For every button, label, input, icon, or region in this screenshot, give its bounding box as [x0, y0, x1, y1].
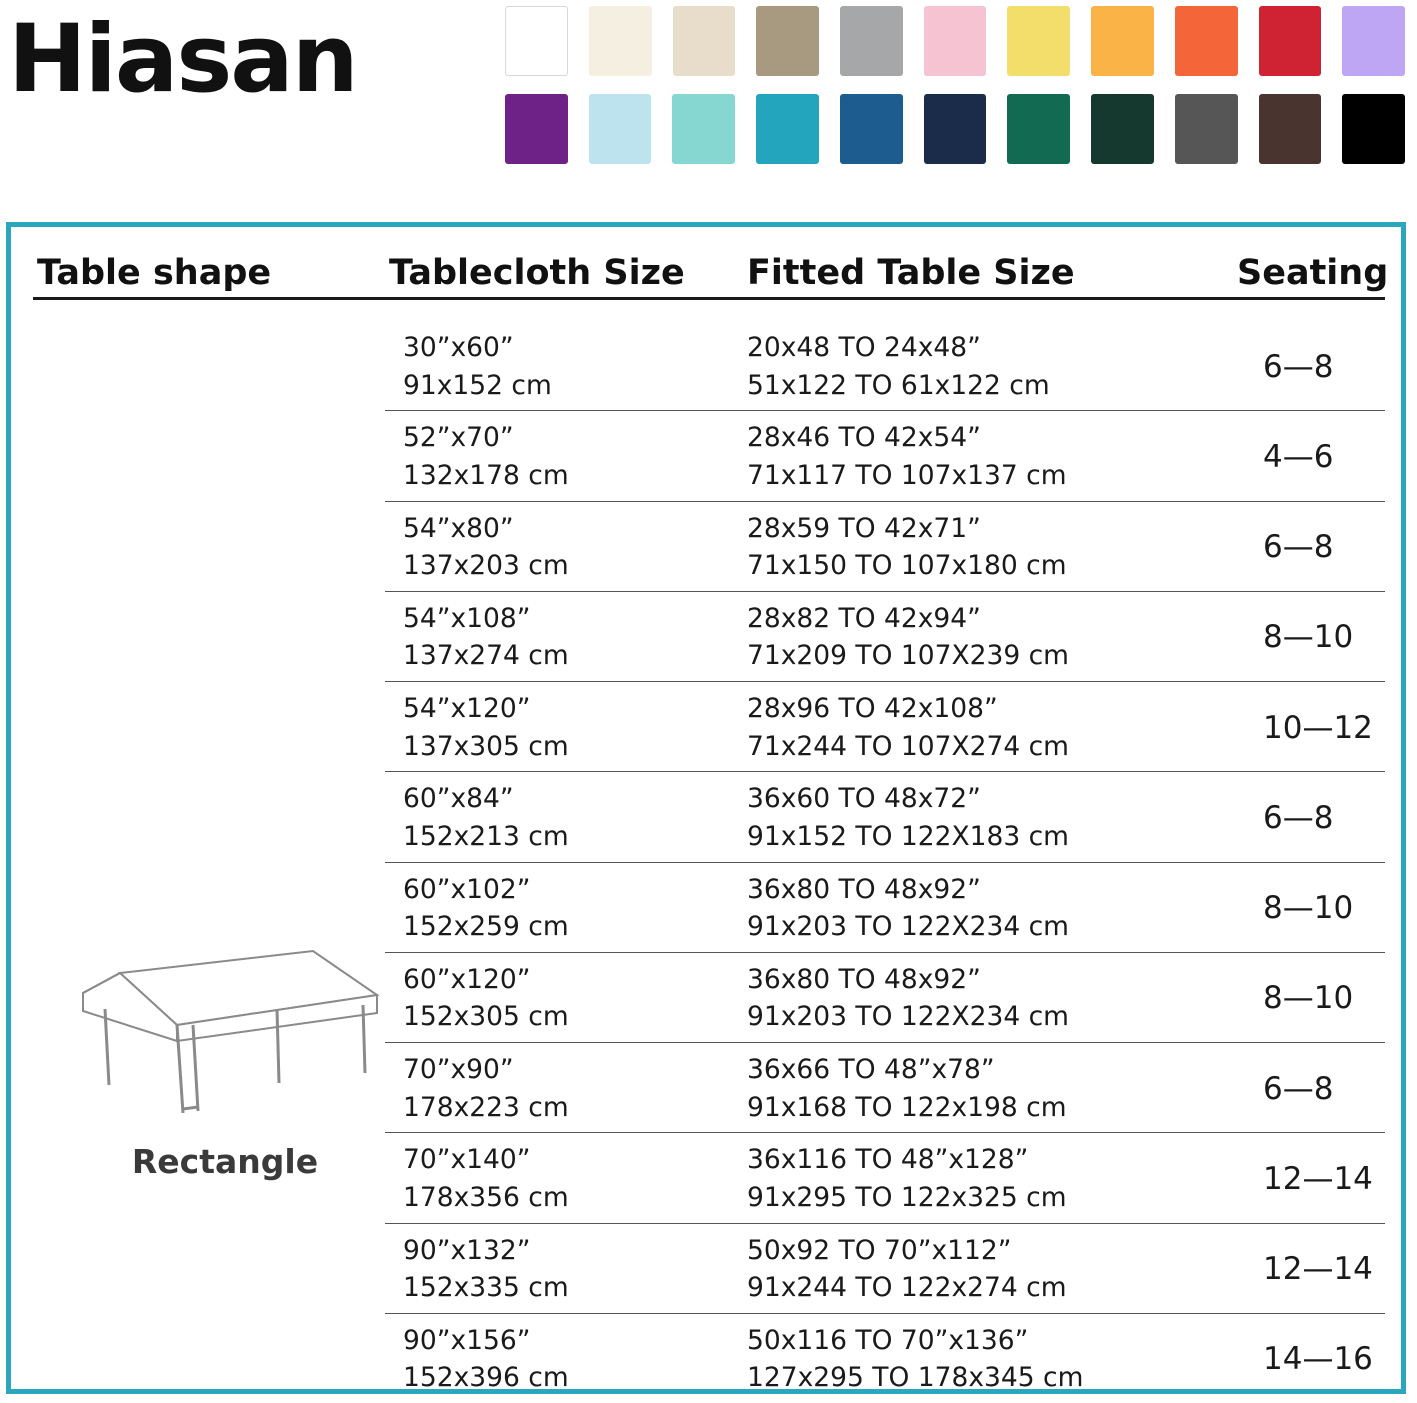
table-row — [385, 1043, 1385, 1133]
tablecloth-size-cm: 137x203 cm — [403, 550, 569, 582]
seating-value: 10—12 — [1263, 709, 1373, 746]
shape-column — [55, 353, 407, 1393]
tablecloth-size-cm: 137x305 cm — [403, 730, 569, 762]
seating-value: 12—14 — [1263, 1251, 1373, 1288]
cell-tablecloth-size — [385, 411, 743, 500]
fitted-size-inches: 28x96 TO 42x108” — [747, 693, 998, 724]
cell-fitted-table-size — [743, 863, 1233, 952]
cell-fitted-table-size — [743, 592, 1233, 681]
cell-fitted-table-size — [743, 1314, 1233, 1403]
rectangle-table-icon — [65, 933, 385, 1123]
fitted-size-cm: 91x168 TO 122x198 cm — [747, 1091, 1067, 1123]
cell-seating — [1233, 1133, 1393, 1222]
color-swatch-gold[interactable] — [1091, 6, 1154, 76]
tablecloth-size-inches: 60”x102” — [403, 873, 531, 905]
cell-seating — [1233, 682, 1393, 771]
size-chart-table — [33, 253, 1389, 1394]
seating-value: 14—16 — [1263, 1341, 1373, 1378]
color-swatch-red[interactable] — [1259, 6, 1322, 76]
fitted-size-inches: 36x80 TO 48x92” — [747, 873, 981, 905]
header-table-shape: Table shape — [37, 253, 272, 293]
tablecloth-size-inches: 90”x156” — [403, 1324, 531, 1356]
cell-tablecloth-size — [385, 863, 743, 952]
fitted-size-cm: 51x122 TO 61x122 cm — [747, 369, 1050, 401]
color-swatch-orange[interactable] — [1175, 6, 1238, 76]
tablecloth-size-cm: 91x152 cm — [403, 369, 552, 401]
cell-tablecloth-size — [385, 1314, 743, 1403]
fitted-size-inches: 36x60 TO 48x72” — [747, 783, 981, 815]
cell-seating — [1233, 772, 1393, 861]
color-swatch-light-blue[interactable] — [589, 94, 652, 164]
cell-fitted-table-size — [743, 321, 1233, 410]
color-swatch-grid — [505, 6, 1405, 182]
table-row — [385, 411, 1385, 501]
seating-value: 8—10 — [1263, 890, 1354, 927]
table-row — [385, 502, 1385, 592]
tablecloth-size-cm: 178x223 cm — [403, 1091, 569, 1123]
cell-seating — [1233, 411, 1393, 500]
swatch-row-2 — [505, 94, 1405, 164]
cell-fitted-table-size — [743, 1133, 1233, 1222]
fitted-size-inches: 50x116 TO 70”x136” — [747, 1324, 1029, 1356]
shape-label: Rectangle — [131, 1142, 319, 1181]
cell-fitted-table-size — [743, 1224, 1233, 1313]
fitted-size-cm: 127x295 TO 178x345 cm — [747, 1362, 1084, 1394]
tablecloth-size-inches: 30”x60” — [403, 332, 514, 363]
color-swatch-beige[interactable] — [673, 6, 736, 76]
table-body — [385, 321, 1385, 1403]
seating-value: 4—6 — [1263, 438, 1334, 475]
seating-value: 6—8 — [1263, 799, 1334, 836]
cell-seating — [1233, 1043, 1393, 1132]
cell-seating — [1233, 1314, 1393, 1403]
tablecloth-size-inches: 90”x132” — [403, 1234, 531, 1266]
header-tablecloth-size: Tablecloth Size — [389, 253, 685, 293]
fitted-size-cm: 91x244 TO 122x274 cm — [747, 1272, 1067, 1304]
fitted-size-inches: 36x80 TO 48x92” — [747, 963, 981, 995]
cell-fitted-table-size — [743, 411, 1233, 500]
cell-tablecloth-size — [385, 953, 743, 1042]
table-row — [385, 1133, 1385, 1223]
seating-value: 6—8 — [1263, 348, 1334, 385]
fitted-size-cm: 71x209 TO 107X239 cm — [747, 640, 1069, 672]
fitted-size-inches: 36x66 TO 48”x78” — [747, 1054, 995, 1085]
color-swatch-taupe[interactable] — [756, 6, 819, 76]
table-row — [385, 592, 1385, 682]
rectangle-table-illustration — [55, 933, 395, 1181]
color-swatch-light-yellow[interactable] — [1007, 6, 1070, 76]
cell-seating — [1233, 863, 1393, 952]
color-swatch-black[interactable] — [1342, 94, 1405, 164]
tablecloth-size-inches: 70”x90” — [403, 1054, 514, 1085]
cell-tablecloth-size — [385, 1133, 743, 1222]
tablecloth-size-cm: 152x305 cm — [403, 1001, 569, 1033]
cell-tablecloth-size — [385, 321, 743, 410]
color-swatch-charcoal-grey[interactable] — [1175, 94, 1238, 164]
fitted-size-inches: 28x82 TO 42x94” — [747, 602, 981, 634]
table-row — [385, 953, 1385, 1043]
cell-fitted-table-size — [743, 682, 1233, 771]
cell-seating — [1233, 953, 1393, 1042]
color-swatch-dark-brown[interactable] — [1259, 94, 1322, 164]
seating-value: 12—14 — [1263, 1160, 1373, 1197]
tablecloth-size-inches: 70”x140” — [403, 1144, 531, 1176]
fitted-size-inches: 28x59 TO 42x71” — [747, 512, 981, 544]
table-row — [385, 1314, 1385, 1403]
fitted-size-inches: 20x48 TO 24x48” — [747, 332, 981, 363]
header-fitted-table-size: Fitted Table Size — [747, 253, 1075, 293]
tablecloth-size-cm: 132x178 cm — [403, 459, 569, 491]
cell-seating — [1233, 321, 1393, 410]
cell-tablecloth-size — [385, 772, 743, 861]
seating-value: 6—8 — [1263, 1070, 1334, 1107]
fitted-size-cm: 71x150 TO 107x180 cm — [747, 550, 1067, 582]
table-row — [385, 863, 1385, 953]
tablecloth-size-cm: 152x396 cm — [403, 1362, 569, 1394]
fitted-size-inches: 36x116 TO 48”x128” — [747, 1144, 1029, 1176]
table-row — [385, 321, 1385, 411]
cell-fitted-table-size — [743, 502, 1233, 591]
seating-value: 8—10 — [1263, 619, 1354, 656]
fitted-size-cm: 91x295 TO 122x325 cm — [747, 1181, 1067, 1213]
cell-tablecloth-size — [385, 502, 743, 591]
tablecloth-size-cm: 178x356 cm — [403, 1181, 569, 1213]
cell-seating — [1233, 592, 1393, 681]
fitted-size-inches: 28x46 TO 42x54” — [747, 422, 981, 454]
color-swatch-pink[interactable] — [924, 6, 987, 76]
cell-fitted-table-size — [743, 953, 1233, 1042]
header-seating: Seating — [1237, 253, 1389, 293]
brand-logo: Hiasan — [8, 5, 357, 114]
color-swatch-ivory[interactable] — [589, 6, 652, 76]
color-swatch-aqua[interactable] — [672, 94, 735, 164]
tablecloth-size-inches: 60”x84” — [403, 783, 514, 815]
tablecloth-size-cm: 137x274 cm — [403, 640, 569, 672]
cell-tablecloth-size — [385, 592, 743, 681]
fitted-size-cm: 71x244 TO 107X274 cm — [747, 730, 1069, 762]
tablecloth-size-inches: 52”x70” — [403, 422, 514, 454]
color-swatch-emerald[interactable] — [1007, 94, 1070, 164]
tablecloth-size-inches: 54”x80” — [403, 512, 514, 544]
fitted-size-cm: 91x152 TO 122X183 cm — [747, 820, 1069, 852]
table-row — [385, 1224, 1385, 1314]
color-swatch-dark-green[interactable] — [1091, 94, 1154, 164]
color-swatch-purple[interactable] — [505, 94, 568, 164]
tablecloth-size-cm: 152x213 cm — [403, 820, 569, 852]
tablecloth-size-inches: 60”x120” — [403, 963, 531, 995]
cell-fitted-table-size — [743, 1043, 1233, 1132]
table-row — [385, 682, 1385, 772]
cell-fitted-table-size — [743, 772, 1233, 861]
color-swatch-lavender[interactable] — [1342, 6, 1405, 76]
color-swatch-navy[interactable] — [924, 94, 987, 164]
table-row — [385, 772, 1385, 862]
fitted-size-inches: 50x92 TO 70”x112” — [747, 1234, 1012, 1266]
color-swatch-white[interactable] — [505, 6, 568, 76]
cell-seating — [1233, 1224, 1393, 1313]
cell-tablecloth-size — [385, 1224, 743, 1313]
table-header-row — [33, 253, 1389, 300]
fitted-size-cm: 71x117 TO 107x137 cm — [747, 459, 1067, 491]
seating-value: 6—8 — [1263, 529, 1334, 566]
cell-seating — [1233, 502, 1393, 591]
fitted-size-cm: 91x203 TO 122X234 cm — [747, 1001, 1069, 1033]
tablecloth-size-inches: 54”x108” — [403, 602, 531, 634]
tablecloth-size-cm: 152x335 cm — [403, 1272, 569, 1304]
fitted-size-cm: 91x203 TO 122X234 cm — [747, 911, 1069, 943]
size-chart-card — [6, 222, 1406, 1394]
tablecloth-size-inches: 54”x120” — [403, 693, 531, 724]
swatch-row-1 — [505, 6, 1405, 76]
color-swatch-teal[interactable] — [756, 94, 819, 164]
seating-value: 8—10 — [1263, 980, 1354, 1017]
color-swatch-steel-blue[interactable] — [840, 94, 903, 164]
header — [0, 0, 1417, 200]
cell-tablecloth-size — [385, 682, 743, 771]
cell-tablecloth-size — [385, 1043, 743, 1132]
tablecloth-size-cm: 152x259 cm — [403, 911, 569, 943]
color-swatch-grey[interactable] — [840, 6, 903, 76]
